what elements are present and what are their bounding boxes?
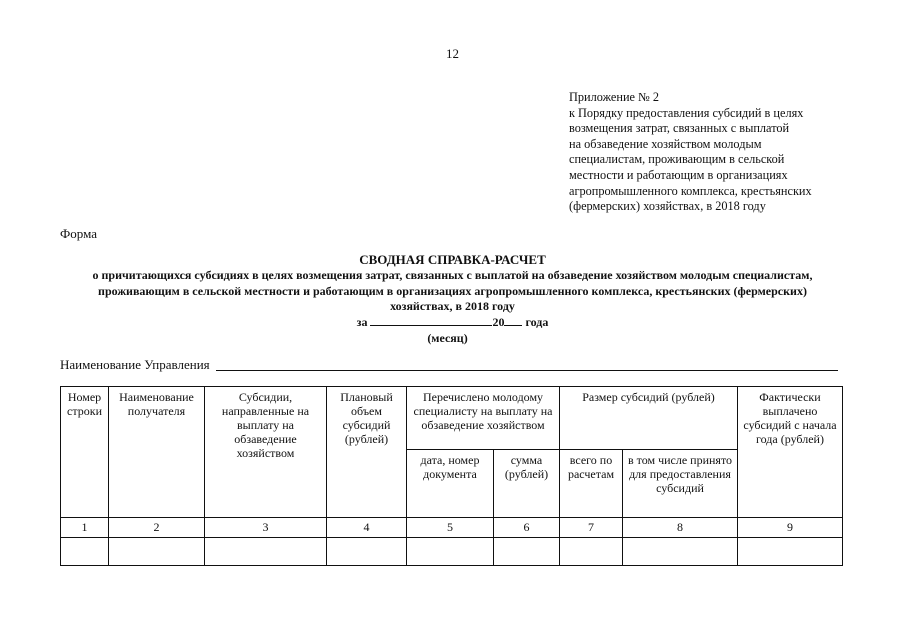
summary-table <box>60 386 843 566</box>
column-number: 1 <box>61 518 109 538</box>
header-amount: сумма (рублей) <box>494 450 560 518</box>
appendix-line: на обзаведение хозяйством молодым <box>569 136 762 151</box>
form-label: Форма <box>60 226 97 241</box>
period-suffix: года <box>525 315 549 329</box>
empty-cell <box>623 538 738 566</box>
appendix-block <box>569 90 869 215</box>
year-blank <box>504 314 522 326</box>
column-number: 8 <box>623 518 738 538</box>
month-blank <box>370 314 492 326</box>
appendix-line: к Порядку предоставления субсидий в целях <box>569 105 804 120</box>
management-label: Наименование Управления <box>60 357 210 372</box>
empty-cell <box>494 538 560 566</box>
header-recipient-name: Наименование получателя <box>109 387 205 518</box>
column-number: 2 <box>109 518 205 538</box>
header-accepted: в том числе принято для предоставления субсидий <box>623 450 738 518</box>
empty-cell <box>61 538 109 566</box>
column-number-row <box>61 518 843 538</box>
header-subsidies-directed: Субсидии, направленные на выплату на обзаведение хозяйством <box>205 387 327 518</box>
appendix-line: (фермерских) хозяйствах, в 2018 году <box>569 199 766 214</box>
header-planned-volume: Плановый объем субсидий (рублей) <box>327 387 407 518</box>
header-transferred: Перечислено молодому специалисту на выплату на обзаведение хозяйством <box>407 387 560 450</box>
column-number: 9 <box>738 518 843 538</box>
header-total-calc: всего по расчетам <box>560 450 623 518</box>
period-year: 20 <box>492 315 505 329</box>
column-number: 3 <box>205 518 327 538</box>
header-row-number: Номер строки <box>61 387 109 518</box>
header-date-doc: дата, номер документа <box>407 450 494 518</box>
empty-cell <box>327 538 407 566</box>
appendix-line: возмещения затрат, связанных с выплатой <box>569 121 790 136</box>
month-caption: (месяц) <box>427 331 468 345</box>
appendix-line: агропромышленного комплекса, крестьянских <box>569 183 812 198</box>
management-fill-line <box>216 370 838 371</box>
empty-data-row <box>61 538 843 566</box>
document-subtitle: о причитающихся субсидиях в целях возмещения затрат, связанных с выплатой на обзаведение хозяйством молодым специалистам, проживающим в сельской местности и работающим в организациях агропромышленного комплекса, крестьянских (фермерских) хозяйствах, в 2018 году <box>92 268 813 313</box>
empty-cell <box>560 538 623 566</box>
column-number: 6 <box>494 518 560 538</box>
period-prefix: за <box>356 315 368 329</box>
empty-cell <box>738 538 843 566</box>
appendix-line: специалистам, проживающим в сельской <box>569 152 785 167</box>
column-number: 4 <box>327 518 407 538</box>
page-number: 12 <box>446 46 459 61</box>
empty-cell <box>407 538 494 566</box>
empty-cell <box>205 538 327 566</box>
column-number: 5 <box>407 518 494 538</box>
header-subsidy-size: Размер субсидий (рублей) <box>560 387 738 450</box>
appendix-title: Приложение № 2 <box>569 90 660 104</box>
period-line <box>0 314 905 330</box>
header-actually-paid: Фактически выплачено субсидий с начала года (рублей) <box>738 387 843 518</box>
appendix-line: местности и работающим в организациях <box>569 167 788 182</box>
empty-cell <box>109 538 205 566</box>
column-number: 7 <box>560 518 623 538</box>
document-title: СВОДНАЯ СПРАВКА-РАСЧЕТ <box>359 252 546 267</box>
